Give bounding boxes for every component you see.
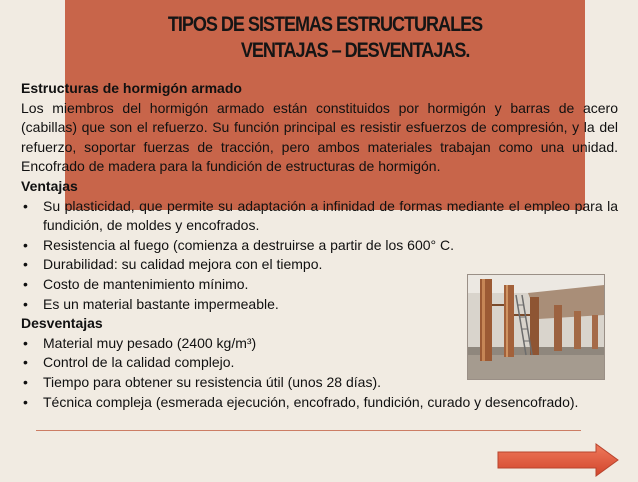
list-item: • Material muy pesado (2400 kg/m³) [21,334,618,354]
list-item: • Técnica compleja (esmerada ejecución, encofrado, fundición, curado y desencofrado). [21,393,618,413]
disadvantages-list [21,334,618,412]
advantages-list [21,197,618,315]
advantages-heading: Ventajas [21,177,78,194]
list-item: • Tiempo para obtener su resistencia útil (unos 28 días). [21,373,618,393]
disadvantages-heading: Desventajas [21,315,103,332]
slide-content [21,79,618,412]
slide-title-line1: TIPOS DE SISTEMAS ESTRUCTURALES [167,13,483,36]
next-slide-button[interactable] [496,443,620,477]
list-item: • Durabilidad: su calidad mejora con el tiempo. [21,255,618,275]
slide-title-line2: VENTAJAS – DESVENTAJAS. [240,39,470,62]
list-item: • Su plasticidad, que permite su adaptación a infinidad de formas mediante el empleo para la fundición, de moldes y encofrados. [21,197,618,236]
divider-line [36,430,581,431]
list-item: • Costo de mantenimiento mínimo. [21,275,618,295]
section-heading: Estructuras de hormigón armado [21,80,242,96]
slide-title [101,12,548,64]
list-item: • Control de la calidad complejo. [21,353,618,373]
section-description: Los miembros del hormigón armado están constituidos por hormigón y barras de acero (cabillas) que son el refuerzo. Su función principal es resistir esfuerzos de compresión, y la del refuerzo, soportar fuerzas de tracción, pero ambos materiales trabajan como una unidad. Encofrado de madera para la fundición de estructuras de hormigón. [21,99,618,175]
list-item: • Es un material bastante impermeable. [21,295,618,315]
arrow-right-icon [496,443,620,477]
list-item: • Resistencia al fuego (comienza a destruirse a partir de los 600° C. [21,236,618,256]
